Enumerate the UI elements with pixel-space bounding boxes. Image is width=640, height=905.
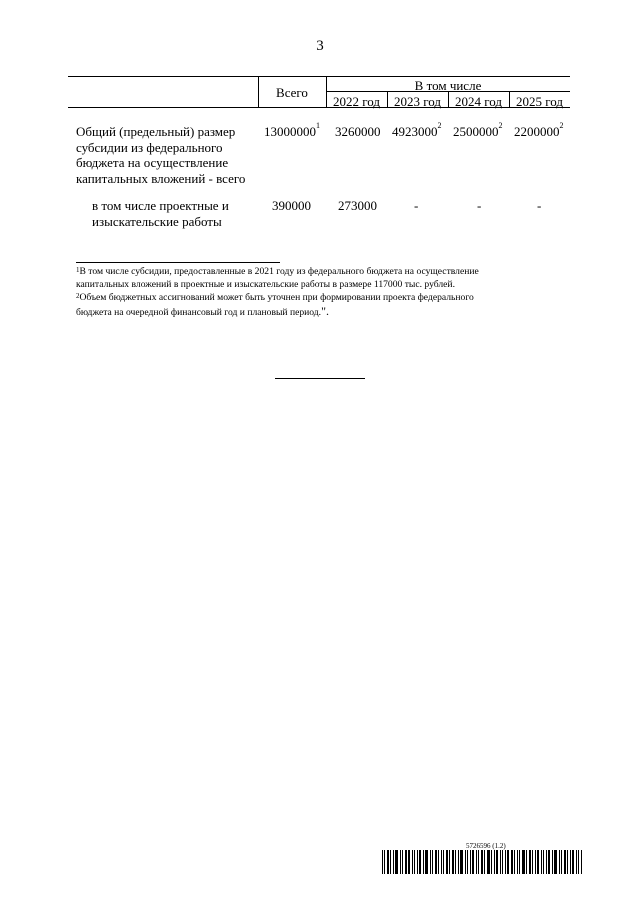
- barcode-stripe: [546, 850, 547, 874]
- barcode-stripe: [481, 850, 483, 874]
- barcode-stripe: [425, 850, 428, 874]
- barcode-stripe: [564, 850, 566, 874]
- barcode-stripe: [541, 850, 542, 874]
- barcode-stripe: [417, 850, 418, 874]
- row2-2022-value: 273000: [338, 198, 377, 213]
- header-year-2025: 2025 год: [516, 94, 563, 109]
- barcode-stripe: [561, 850, 562, 874]
- barcode-stripe: [494, 850, 495, 874]
- barcode-stripe: [430, 850, 431, 874]
- barcode-stripe: [543, 850, 544, 874]
- barcode-stripe: [487, 850, 490, 874]
- barcode-stripe: [500, 850, 501, 874]
- barcode-stripe: [519, 850, 520, 874]
- header-group: В том числе: [414, 78, 482, 93]
- footnote-2-mark: 2: [76, 292, 80, 300]
- row1-2024-value: 2500000: [453, 124, 499, 139]
- barcode-stripe: [460, 850, 463, 874]
- barcode-stripe: [458, 850, 459, 874]
- barcode-stripe: [402, 850, 403, 874]
- footnote-1-line2: капитальных вложений в проектные и изыскательские работы в размере 117000 тыс. рублей.: [76, 278, 455, 290]
- barcode-stripe: [390, 850, 391, 874]
- row1-total-footnote-mark: 1: [316, 121, 320, 130]
- barcode-stripe: [478, 850, 479, 874]
- barcode-stripe: [514, 850, 515, 874]
- row2-2025-value: -: [537, 198, 542, 213]
- barcode-stripe: [435, 850, 437, 874]
- row2-label-line1: в том числе проектные и: [92, 198, 229, 213]
- barcode-stripe: [567, 850, 568, 874]
- barcode: [382, 850, 585, 874]
- table-row-label: [76, 124, 258, 186]
- barcode-stripe: [511, 850, 513, 874]
- barcode-stripe: [535, 850, 536, 874]
- row1-2025-value: 2200000: [514, 124, 560, 139]
- footnote-1-line1: [76, 266, 564, 279]
- footnote-2: [76, 292, 564, 319]
- row1-total: [264, 121, 320, 140]
- row2-total: [272, 198, 311, 214]
- row1-label-line3: бюджета на осуществление: [76, 155, 229, 170]
- barcode-stripe: [414, 850, 415, 874]
- barcode-stripe: [476, 850, 477, 874]
- barcode-stripe: [570, 850, 571, 874]
- barcode-stripe: [496, 850, 498, 874]
- row1-label-line1: Общий (предельный) размер: [76, 124, 236, 139]
- row2-label-line2: изыскательские работы: [92, 213, 222, 229]
- table-top-rule: [68, 76, 570, 77]
- barcode-stripe: [576, 850, 577, 874]
- row2-2024-value: -: [477, 198, 482, 213]
- header-total: Всего: [276, 85, 308, 100]
- barcode-stripe: [505, 850, 506, 874]
- barcode-stripe: [432, 850, 433, 874]
- footnote-separator: [76, 262, 280, 263]
- barcode-stripe: [423, 850, 424, 874]
- row1-total-value: 13000000: [264, 124, 316, 139]
- row1-2023-value: 4923000: [392, 124, 438, 139]
- barcode-stripe: [572, 850, 574, 874]
- footnote-2-text: Объем бюджетных ассигнований может быть уточнен при формировании проекта федерального: [79, 292, 474, 303]
- barcode-stripe: [408, 850, 410, 874]
- row1-2023-footnote-mark: 2: [437, 121, 442, 130]
- barcode-stripe: [502, 850, 503, 874]
- row1-label-line2: субсидии из федерального: [76, 139, 223, 155]
- barcode-stripe: [400, 850, 401, 874]
- row1-2025-footnote-mark: 2: [559, 121, 564, 130]
- row2-total-value: 390000: [272, 198, 311, 213]
- footnote-1-text: В том числе субсидии, предоставленные в 2021 году из федерального бюджета на осуществление: [79, 266, 479, 277]
- barcode-stripe: [507, 850, 509, 874]
- page-number: 3: [316, 38, 324, 54]
- barcode-stripe: [419, 850, 421, 874]
- row1-2025: [514, 121, 564, 140]
- row2-2025: [537, 198, 541, 214]
- barcode-stripe: [395, 850, 398, 874]
- barcode-stripe: [472, 850, 474, 874]
- row2-2024: [477, 198, 481, 214]
- barcode-stripe: [484, 850, 485, 874]
- row2-2023: [414, 198, 418, 214]
- barcode-stripe: [393, 850, 394, 874]
- footnote-2-closing: ".: [321, 303, 329, 318]
- barcode-stripe: [491, 850, 492, 874]
- footnote-2-line2: [76, 305, 564, 320]
- row2-2022: [338, 198, 377, 214]
- barcode-stripe: [449, 850, 450, 874]
- row1-2023: [392, 121, 442, 140]
- barcode-stripe: [441, 850, 442, 874]
- header-year-2022: 2022 год: [333, 94, 380, 109]
- barcode-stripe: [559, 850, 560, 874]
- barcode-stripe: [548, 850, 550, 874]
- barcode-stripe: [438, 850, 439, 874]
- end-rule: [275, 378, 365, 379]
- barcode-stripe: [467, 850, 468, 874]
- barcode-stripe: [382, 850, 383, 874]
- row1-2022: [335, 124, 381, 140]
- row1-2024-footnote-mark: 2: [498, 121, 503, 130]
- footnote-1: [76, 266, 564, 291]
- barcode-stripe: [452, 850, 454, 874]
- barcode-stripe: [465, 850, 466, 874]
- header-year-2024: 2024 год: [455, 94, 502, 109]
- table-row-label: [92, 198, 258, 229]
- barcode-stripe: [522, 850, 525, 874]
- header-year-2023: 2023 год: [394, 94, 441, 109]
- barcode-stripe: [443, 850, 444, 874]
- barcode-stripe: [552, 850, 553, 874]
- footnote-1-mark: 1: [76, 266, 80, 274]
- barcode-stripe: [470, 850, 471, 874]
- row1-label-line4: капитальных вложений - всего: [76, 170, 246, 186]
- barcode-stripe: [529, 850, 531, 874]
- barcode-stripe: [384, 850, 385, 874]
- document-id: 5726596 (1.2): [466, 842, 506, 850]
- footnote-2-line1: [76, 292, 564, 305]
- barcode-stripe: [581, 850, 582, 874]
- barcode-stripe: [532, 850, 533, 874]
- barcode-stripe: [554, 850, 557, 874]
- row1-2022-value: 3260000: [335, 124, 381, 139]
- row2-2023-value: -: [414, 198, 419, 213]
- barcode-stripe: [455, 850, 456, 874]
- barcode-stripe: [526, 850, 527, 874]
- barcode-stripe: [446, 850, 448, 874]
- barcode-stripe: [537, 850, 539, 874]
- row1-2024: [453, 121, 503, 140]
- barcode-stripe: [412, 850, 413, 874]
- footnote-2-line2-text: бюджета на очередной финансовый год и плановый период.: [76, 306, 322, 318]
- barcode-stripe: [387, 850, 389, 874]
- barcode-stripe: [517, 850, 518, 874]
- barcode-stripe: [405, 850, 407, 874]
- barcode-stripe: [578, 850, 579, 874]
